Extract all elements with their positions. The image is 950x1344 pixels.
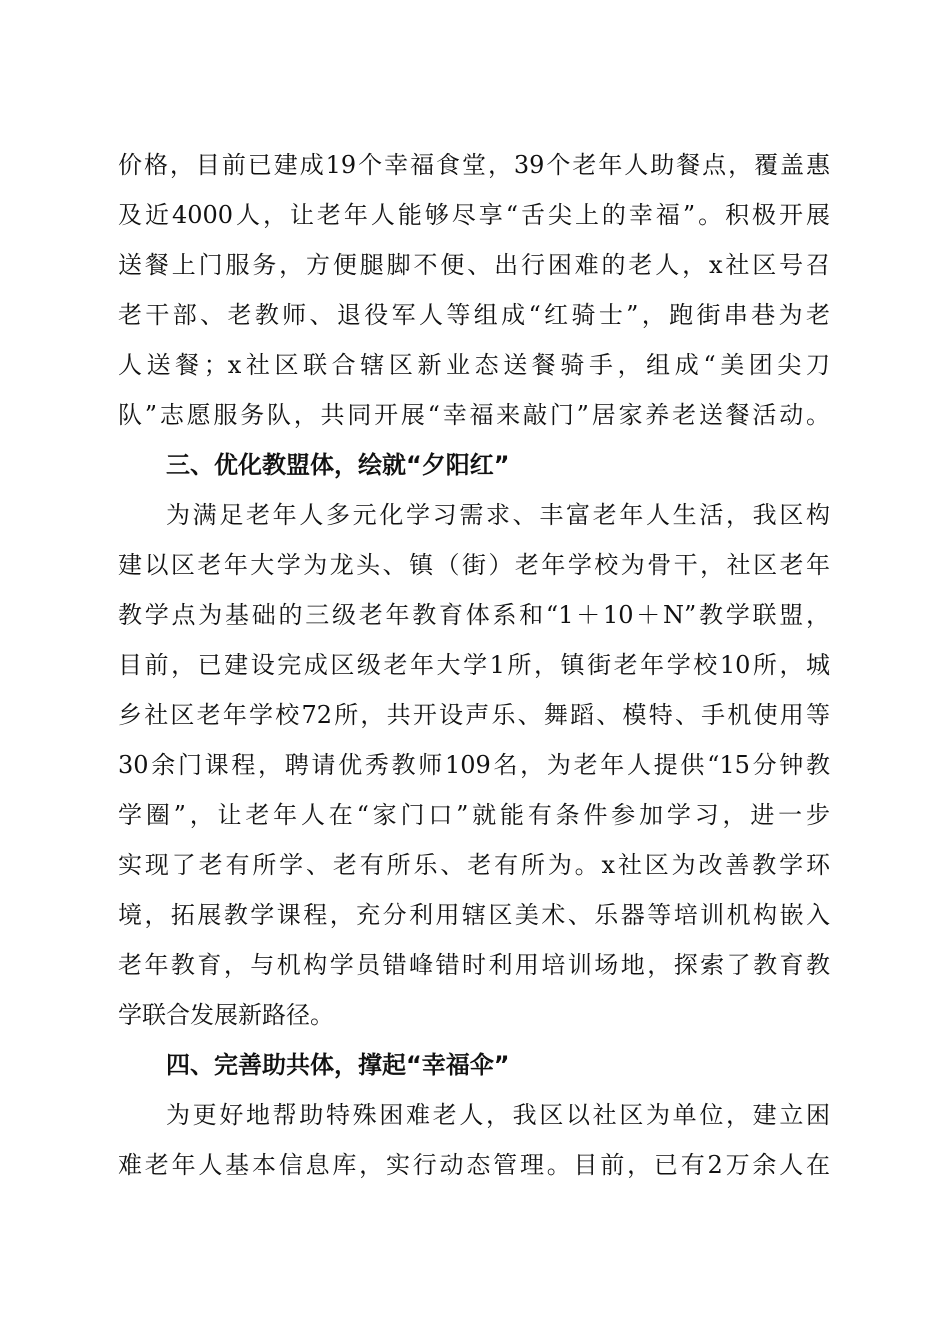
paragraph-line: 人送餐；x社区联合辖区新业态送餐骑手，组成“美团尖刀 xyxy=(118,351,830,379)
paragraph-line: 乡社区老年学校72所，共开设声乐、舞蹈、模特、手机使用等 xyxy=(118,701,830,729)
paragraph-line: 为满足老年人多元化学习需求、丰富老年人生活，我区构 xyxy=(166,501,830,529)
paragraph-line: 教学点为基础的三级老年教育体系和“1＋10＋N”教学联盟， xyxy=(118,601,830,629)
paragraph-line: 老年教育，与机构学员错峰错时利用培训场地，探索了教育教 xyxy=(118,951,830,979)
paragraph-line: 为更好地帮助特殊困难老人，我区以社区为单位，建立困 xyxy=(166,1101,830,1129)
paragraph-line: 学联合发展新路径。 xyxy=(118,1001,334,1029)
paragraph-line: 队”志愿服务队，共同开展“幸福来敲门”居家养老送餐活动。 xyxy=(118,401,830,429)
section-heading-4: 四、完善助共体，撑起“幸福伞” xyxy=(166,1051,510,1079)
paragraph-line: 送餐上门服务，方便腿脚不便、出行困难的老人，x社区号召 xyxy=(118,251,830,279)
paragraph-line: 30余门课程，聘请优秀教师109名，为老年人提供“15分钟教 xyxy=(118,751,830,779)
paragraph-line: 难老年人基本信息库，实行动态管理。目前，已有2万余人在 xyxy=(118,1151,830,1179)
paragraph-line: 境，拓展教学课程，充分利用辖区美术、乐器等培训机构嵌入 xyxy=(118,901,830,929)
paragraph-line: 实现了老有所学、老有所乐、老有所为。x社区为改善教学环 xyxy=(118,851,830,879)
paragraph-line: 学圈”，让老年人在“家门口”就能有条件参加学习，进一步 xyxy=(118,801,830,829)
section-heading-3: 三、优化教盟体，绘就“夕阳红” xyxy=(166,451,510,479)
paragraph-line: 老干部、老教师、退役军人等组成“红骑士”，跑街串巷为老 xyxy=(118,301,830,329)
paragraph-line: 及近4000人，让老年人能够尽享“舌尖上的幸福”。积极开展 xyxy=(118,201,830,229)
paragraph-line: 建以区老年大学为龙头、镇（街）老年学校为骨干，社区老年 xyxy=(118,551,830,579)
paragraph-line: 目前，已建设完成区级老年大学1所，镇街老年学校10所，城 xyxy=(118,651,830,679)
paragraph-line: 价格，目前已建成19个幸福食堂，39个老年人助餐点，覆盖惠 xyxy=(118,151,830,179)
